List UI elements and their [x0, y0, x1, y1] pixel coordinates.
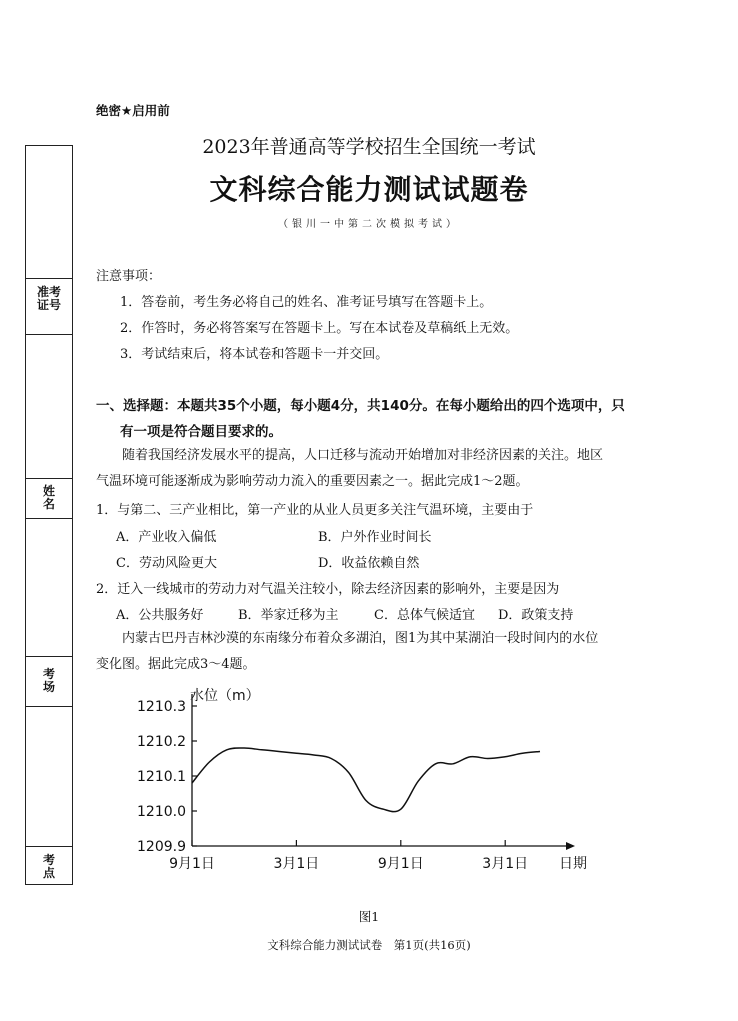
passage-line: 气温环境可能逐渐成为影响劳动力流入的重要因素之一。据此完成1～2题。 [96, 474, 529, 489]
y-tick-label: 1210.2 [137, 734, 186, 750]
question-2-option-c: C．总体气候适宜 [374, 608, 475, 623]
section-heading-line: 有一项是符合题目要求的。 [120, 424, 282, 440]
sidebar-divider [26, 656, 72, 657]
notice-item: 1．答卷前，考生务必将自己的姓名、准考证号填写在答题卡上。 [120, 295, 493, 310]
sidebar-label-exam-room [32, 668, 66, 694]
x-tick-label: 9月1日 [377, 856, 424, 872]
sidebar-label-line: 场 [42, 680, 55, 694]
figure-caption: 图1 [358, 909, 380, 924]
question-2-option-a: A．公共服务好 [116, 608, 204, 623]
section-heading-line: 一、选择题：本题共35个小题，每小题4分，共140分。在每小题给出的四个选项中，只 [96, 398, 625, 414]
sidebar-label-line: 准考 [36, 285, 61, 299]
sidebar-divider [26, 706, 72, 707]
series-line-water-level [192, 748, 540, 812]
sidebar-divider [26, 478, 72, 479]
secret-label: 绝密★启用前 [96, 103, 170, 118]
notice-heading: 注意事项： [96, 269, 162, 284]
notice-item: 3．考试结束后，将本试卷和答题卡一并交回。 [120, 347, 389, 362]
passage-1 [96, 443, 656, 495]
exam-title: 2023年普通高等学校招生全国统一考试 [202, 136, 536, 158]
sidebar-divider [26, 846, 72, 847]
passage-2 [96, 626, 656, 678]
candidate-info-sidebar [25, 145, 73, 885]
sidebar-label-name [32, 485, 66, 511]
sidebar-label-exam-site [32, 854, 66, 880]
x-tick-label: 9月1日 [169, 856, 215, 872]
sidebar-divider [26, 334, 72, 335]
water-level-chart [130, 680, 610, 885]
question-2-stem: 2．迁入一线城市的劳动力对气温关注较小，除去经济因素的影响外，主要是因为 [96, 582, 560, 597]
sidebar-label-line: 名 [42, 497, 55, 511]
question-1-option-d: D．收益依赖自然 [318, 556, 420, 571]
sidebar-label-exam-number [32, 286, 66, 312]
sidebar-label-line: 姓 [42, 484, 55, 498]
question-1-option-c: C．劳动风险更大 [116, 556, 217, 571]
question-1-stem: 1．与第二、三产业相比，第一产业的从业人员更多关注气温环境，主要由于 [96, 503, 534, 518]
notice-item: 2．作答时，务必将答案写在答题卡上。写在本试卷及草稿纸上无效。 [120, 321, 519, 336]
page-footer: 文科综合能力测试试卷 第1页(共16页) [267, 938, 471, 952]
sidebar-label-line: 考 [42, 667, 55, 681]
question-2-option-b: B．举家迁移为主 [238, 608, 339, 623]
sidebar-divider [26, 278, 72, 279]
passage-line: 随着我国经济发展水平的提高，人口迁移与流动开始增加对非经济因素的关注。地区 [122, 448, 604, 463]
y-tick-label: 1210.0 [137, 804, 186, 820]
y-tick-label: 1210.1 [137, 769, 186, 785]
page-title: 文科综合能力测试试题卷 [209, 173, 529, 206]
passage-line: 变化图。据此完成3～4题。 [96, 657, 256, 672]
y-axis-label: 水位（m） [190, 688, 260, 704]
question-2-option-d: D．政策支持 [498, 608, 574, 623]
sidebar-divider [26, 518, 72, 519]
sidebar-label-line: 证号 [36, 298, 61, 312]
y-tick-label: 1210.3 [137, 699, 186, 715]
section-heading [96, 393, 656, 445]
question-1-option-a: A．产业收入偏低 [116, 530, 217, 545]
x-tick-label: 3月1日 [482, 856, 529, 872]
exam-subtitle: （银川一中第二次模拟考试） [278, 219, 460, 230]
sidebar-label-line: 点 [42, 866, 55, 880]
question-1-option-b: B．户外作业时间长 [318, 530, 432, 545]
chart-canvas [130, 680, 610, 885]
x-tick-label: 3月1日 [273, 856, 320, 872]
x-axis-arrow [566, 842, 575, 850]
x-axis-label: 日期 [559, 856, 587, 872]
passage-line: 内蒙古巴丹吉林沙漠的东南缘分布着众多湖泊，图1为其中某湖泊一段时间内的水位 [122, 631, 599, 646]
sidebar-label-line: 考 [42, 853, 55, 867]
y-tick-label: 1209.9 [137, 839, 186, 855]
